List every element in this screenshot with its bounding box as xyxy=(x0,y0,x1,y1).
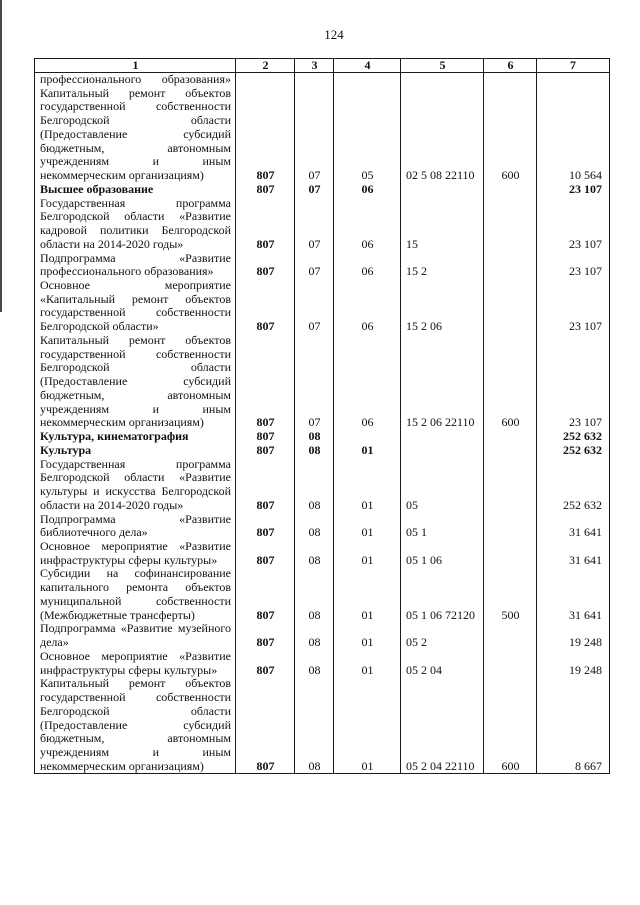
expense-type-cell xyxy=(484,73,537,87)
item-name-cell xyxy=(35,183,236,197)
item-name-line: некоммерческим организациям) xyxy=(40,415,204,430)
item-name-cell xyxy=(35,650,236,677)
item-name-line: государственной собственности xyxy=(40,690,231,705)
amount-cell: 252 632 xyxy=(563,497,602,512)
table-body xyxy=(35,73,609,773)
column-header: 2 xyxy=(262,58,269,72)
expense-type-cell xyxy=(484,499,537,513)
expense-type-cell: 600 xyxy=(501,415,520,430)
section-code-cell: 07 xyxy=(308,236,321,251)
item-name-line: (Предоставление субсидий xyxy=(40,717,231,732)
dept-code-cell: 807 xyxy=(256,497,275,512)
section-code-cell: 07 xyxy=(308,415,321,430)
dept-code-cell: 807 xyxy=(256,181,275,196)
amount-cell: 23 107 xyxy=(569,264,602,279)
item-name-line: (Предоставление субсидий xyxy=(40,126,231,141)
expense-type-cell xyxy=(484,664,537,678)
expense-type-cell xyxy=(484,430,537,444)
item-name-line: Белгородской области xyxy=(40,360,231,375)
table-row xyxy=(35,197,609,252)
expense-type-cell xyxy=(484,526,537,540)
table-header-row xyxy=(35,59,609,73)
section-code-cell: 07 xyxy=(308,264,321,279)
column-divider xyxy=(294,59,295,773)
item-name-line: библиотечного дела» xyxy=(40,525,148,540)
section-code-cell: 08 xyxy=(308,607,321,622)
section-code-cell: 08 xyxy=(308,442,321,457)
section-code-cell: 08 xyxy=(308,552,321,567)
table-row xyxy=(35,540,609,567)
dept-code-cell: 807 xyxy=(256,525,275,540)
item-name-line: учреждениям и иным xyxy=(40,401,231,416)
item-name-line: Белгородской области» xyxy=(40,319,159,334)
amount-cell xyxy=(537,73,609,87)
target-article-cell: 05 1 xyxy=(406,525,427,540)
item-name-line: области на 2014-2020 годы» xyxy=(40,497,184,512)
table-row xyxy=(35,334,609,430)
item-name-line: Культура, кинематография xyxy=(40,429,189,444)
item-name-line: Капитальный ремонт объектов xyxy=(40,85,231,100)
item-name-cell xyxy=(35,73,236,87)
item-name-cell xyxy=(35,252,236,279)
item-name-line: капитального ремонта объектов xyxy=(40,580,231,595)
table-row xyxy=(35,279,609,334)
item-name-line: дела» xyxy=(40,635,69,650)
subsection-code-cell: 01 xyxy=(361,442,374,457)
target-article-cell: 05 2 04 22110 xyxy=(406,758,475,773)
item-name-line: муниципальной собственности xyxy=(40,593,231,608)
item-name-line: некоммерческим организациям) xyxy=(40,168,204,183)
dept-code-cell: 807 xyxy=(256,607,275,622)
column-divider xyxy=(483,59,484,773)
item-name-line: (Межбюджетные трансферты) xyxy=(40,607,195,622)
item-name-line: Белгородской области «Развитие xyxy=(40,209,231,224)
item-name-line: Основное мероприятие «Развитие xyxy=(40,648,231,663)
page-number: 124 xyxy=(324,27,344,42)
expense-type-cell xyxy=(484,183,537,197)
table-row xyxy=(35,87,609,183)
section-code-cell: 08 xyxy=(308,525,321,540)
column-header: 7 xyxy=(570,58,576,72)
amount-cell: 23 107 xyxy=(569,236,602,251)
table-row xyxy=(35,444,609,458)
subsection-code-cell: 01 xyxy=(361,635,374,650)
subsection-code-cell: 01 xyxy=(361,552,374,567)
item-name-line: Культура xyxy=(40,442,92,457)
amount-cell: 252 632 xyxy=(563,442,602,457)
expense-type-cell: 600 xyxy=(501,758,520,773)
item-name-line: кадровой политики Белгородской xyxy=(40,223,231,238)
column-divider xyxy=(235,59,236,773)
expense-type-cell xyxy=(484,636,537,650)
dept-code-cell xyxy=(236,73,295,87)
item-name-line: бюджетным, автономным xyxy=(40,731,231,746)
expense-type-cell xyxy=(484,238,537,252)
column-header: 4 xyxy=(364,58,371,72)
expense-type-cell xyxy=(484,320,537,334)
table-row xyxy=(35,458,609,513)
subsection-code-cell: 01 xyxy=(361,662,374,677)
subsection-code-cell xyxy=(334,73,401,87)
subsection-code-cell: 01 xyxy=(361,758,374,773)
item-name-cell xyxy=(35,279,236,334)
item-name-cell xyxy=(35,540,236,567)
table-row xyxy=(35,567,609,622)
item-name-line: учреждениям и иным xyxy=(40,744,231,759)
table-row xyxy=(35,677,609,773)
section-code-cell: 08 xyxy=(308,497,321,512)
column-header: 5 xyxy=(439,58,446,72)
item-name-cell xyxy=(35,87,236,183)
dept-code-cell: 807 xyxy=(256,168,275,183)
amount-cell: 8 667 xyxy=(575,758,602,773)
item-name-line: Белгородской области xyxy=(40,703,231,718)
dept-code-cell: 807 xyxy=(256,415,275,430)
item-name-line: Подпрограмма «Развитие xyxy=(40,511,231,526)
item-name-line: Высшее образование xyxy=(40,181,154,196)
item-name-cell xyxy=(35,513,236,540)
target-article-cell: 05 1 06 xyxy=(406,552,442,567)
amount-cell: 23 107 xyxy=(569,415,602,430)
item-name-line: государственной собственности xyxy=(40,346,231,361)
amount-cell: 10 564 xyxy=(569,168,602,183)
target-article-cell: 05 1 06 72120 xyxy=(406,607,475,622)
dept-code-cell: 807 xyxy=(256,236,275,251)
item-name-cell xyxy=(35,458,236,513)
expense-type-cell: 500 xyxy=(501,607,520,622)
column-divider xyxy=(536,59,537,773)
item-name-line: области на 2014-2020 годы» xyxy=(40,236,184,251)
target-article-cell xyxy=(401,444,484,458)
item-name-cell xyxy=(35,444,236,458)
item-name-line: «Капитальный ремонт объектов xyxy=(40,291,231,306)
subsection-code-cell: 06 xyxy=(361,415,374,430)
dept-code-cell: 807 xyxy=(256,552,275,567)
amount-cell: 252 632 xyxy=(563,429,602,444)
item-name-cell xyxy=(35,197,236,252)
item-name-line: инфраструктуры сферы культуры» xyxy=(40,552,218,567)
item-name-line: государственной собственности xyxy=(40,305,231,320)
dept-code-cell: 807 xyxy=(256,264,275,279)
amount-cell: 31 641 xyxy=(569,607,602,622)
expense-type-cell xyxy=(484,265,537,279)
target-article-cell: 02 5 08 22110 xyxy=(406,168,475,183)
target-article-cell: 05 2 xyxy=(406,635,427,650)
dept-code-cell: 807 xyxy=(256,319,275,334)
expense-type-cell xyxy=(484,554,537,568)
section-code-cell: 08 xyxy=(308,429,321,444)
item-name-line: Капитальный ремонт объектов xyxy=(40,332,231,347)
subsection-code-cell: 01 xyxy=(361,497,374,512)
subsection-code-cell xyxy=(334,430,401,444)
table-row xyxy=(35,513,609,540)
target-article-cell: 15 2 06 xyxy=(406,319,442,334)
target-article-cell xyxy=(401,183,484,197)
expense-type-cell xyxy=(484,444,537,458)
subsection-code-cell: 06 xyxy=(361,236,374,251)
section-code-cell: 08 xyxy=(308,662,321,677)
target-article-cell xyxy=(401,73,484,87)
target-article-cell xyxy=(401,430,484,444)
target-article-cell: 15 2 xyxy=(406,264,427,279)
dept-code-cell: 807 xyxy=(256,758,275,773)
item-name-line: Государственная программа xyxy=(40,195,231,210)
item-name-line: профессионального образования» xyxy=(40,72,231,86)
item-name-line: Основное мероприятие «Развитие xyxy=(40,538,231,553)
item-name-line: профессионального образования» xyxy=(40,264,214,279)
subsection-code-cell: 05 xyxy=(361,168,374,183)
item-name-line: Белгородской области «Развитие xyxy=(40,470,231,485)
item-name-line: некоммерческим организациям) xyxy=(40,758,204,773)
budget-table xyxy=(34,58,610,774)
section-code-cell: 08 xyxy=(308,635,321,650)
dept-code-cell: 807 xyxy=(256,635,275,650)
section-code-cell: 07 xyxy=(308,168,321,183)
item-name-line: Основное мероприятие xyxy=(40,278,231,293)
amount-cell: 31 641 xyxy=(569,552,602,567)
expense-type-cell: 600 xyxy=(501,168,520,183)
table-row xyxy=(35,183,609,197)
column-header: 6 xyxy=(507,58,514,72)
column-divider xyxy=(333,59,334,773)
item-name-line: Подпрограмма «Развитие xyxy=(40,250,231,265)
amount-cell: 19 248 xyxy=(569,635,602,650)
item-name-line: бюджетным, автономным xyxy=(40,387,231,402)
item-name-cell xyxy=(35,334,236,430)
item-name-line: (Предоставление субсидий xyxy=(40,374,231,389)
item-name-cell xyxy=(35,430,236,444)
item-name-cell xyxy=(35,622,236,649)
table-row xyxy=(35,430,609,444)
item-name-line: Подпрограмма «Развитие музейного xyxy=(40,621,231,636)
amount-cell: 23 107 xyxy=(569,181,602,196)
column-header: 1 xyxy=(132,58,139,72)
item-name-line: бюджетным, автономным xyxy=(40,140,231,155)
item-name-cell xyxy=(35,677,236,773)
amount-cell: 23 107 xyxy=(569,319,602,334)
target-article-cell: 05 2 04 xyxy=(406,662,442,677)
table-row xyxy=(35,73,609,87)
subsection-code-cell: 06 xyxy=(361,181,374,196)
item-name-line: Капитальный ремонт объектов xyxy=(40,676,231,691)
item-name-cell xyxy=(35,567,236,622)
amount-cell: 31 641 xyxy=(569,525,602,540)
dept-code-cell: 807 xyxy=(256,662,275,677)
section-code-cell: 07 xyxy=(308,181,321,196)
column-header: 3 xyxy=(311,58,318,72)
subsection-code-cell: 06 xyxy=(361,264,374,279)
target-article-cell: 15 xyxy=(406,236,418,251)
item-name-line: инфраструктуры сферы культуры» xyxy=(40,662,218,677)
subsection-code-cell: 01 xyxy=(361,607,374,622)
section-code-cell: 08 xyxy=(308,758,321,773)
item-name-line: Государственная программа xyxy=(40,456,231,471)
item-name-line: Субсидии на софинансирование xyxy=(40,566,231,581)
section-code-cell xyxy=(295,73,334,87)
table-row xyxy=(35,622,609,649)
item-name-line: государственной собственности xyxy=(40,99,231,114)
column-divider xyxy=(400,59,401,773)
item-name-line: учреждениям и иным xyxy=(40,154,231,169)
subsection-code-cell: 01 xyxy=(361,525,374,540)
item-name-line: Белгородской области xyxy=(40,113,231,128)
amount-cell: 19 248 xyxy=(569,662,602,677)
target-article-cell: 05 xyxy=(406,497,418,512)
target-article-cell: 15 2 06 22110 xyxy=(406,415,475,430)
table-row xyxy=(35,650,609,677)
dept-code-cell: 807 xyxy=(256,442,275,457)
item-name-line: культуры и искусства Белгородской xyxy=(40,484,231,499)
section-code-cell: 07 xyxy=(308,319,321,334)
dept-code-cell: 807 xyxy=(256,429,275,444)
table-row xyxy=(35,252,609,279)
subsection-code-cell: 06 xyxy=(361,319,374,334)
scan-edge-line xyxy=(0,0,2,312)
